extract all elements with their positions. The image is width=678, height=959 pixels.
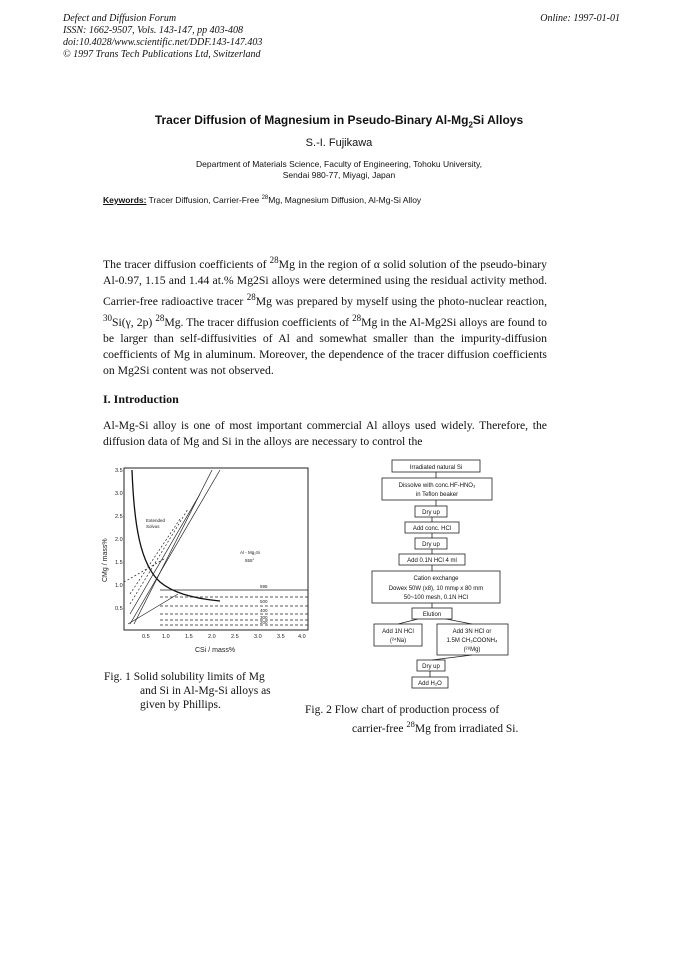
flow-step-add-hcl-4ml: Add 0.1N HCl 4 ml [407,558,457,564]
flow-step-cation-exchange: Cation exchange [413,576,459,582]
svg-text:1.5: 1.5 [185,634,193,640]
svg-text:Solvus: Solvus [146,524,160,529]
keywords-label: Keywords: [103,195,147,205]
svg-text:3.0: 3.0 [254,634,262,640]
svg-text:555°: 555° [245,558,255,563]
flow-step-elution: Elution [422,612,442,618]
svg-text:Extended: Extended [146,518,166,523]
flow-step-dry-up-2: Dry up [422,542,440,548]
svg-text:2.5: 2.5 [115,514,123,520]
abstract: The tracer diffusion coefficients of $^{28}$Mg in the region of α solid solution of the pseudo-binary Al-0.97, 1.15 and 1.44 at.% Mg2Si alloys were determined using the residual activity method. Carrier-free radioactive tracer $^{28}$Mg was prepared by myself using the photo-nuclear reaction, $^{30}$Si(γ, 2p) $^{28}$Mg. The tracer diffusion coefficients of $^{28}$Mg in the Al-Mg2Si alloys are found to be larger than self-diffusivities of Al and somewhat smaller than the impurity-diffusion coefficients of Mg in aluminum. Moreover, the dependence of the tracer diffusion coefficients on Mg2Si content was not observed. [103,255,548,377]
figure1-phase-label: Al - Mg₂Si [240,550,260,555]
flow-step-dry-up-3: Dry up [422,664,440,670]
flow-step-dry-up: Dry up [422,510,440,516]
copyright-line: © 1997 Trans Tech Publications Ltd, Switzerland [63,49,261,60]
svg-text:3.0: 3.0 [115,491,123,497]
svg-text:1.0: 1.0 [115,583,123,589]
figure1-y-label: CMg / mass% [102,538,109,582]
figure1-x-ticks [142,634,306,640]
svg-text:2.0: 2.0 [115,537,123,543]
issn-line: ISSN: 1662-9507, Vols. 143-147, pp 403-408 [63,25,243,36]
svg-text:595: 595 [260,584,268,589]
figure1-caption: Fig. 1 Solid solubility limits of Mg and Si in Al-Mg-Si alloys as given by Phillips. [104,671,271,711]
svg-text:1.5M CH₃COONH₄: 1.5M CH₃COONH₄ [446,638,498,644]
flow-step-add-3n-hcl: Add 3N HCl or [452,629,492,635]
svg-text:300: 300 [260,615,268,620]
online-date: Online: 1997-01-01 [540,13,620,24]
svg-text:3.5: 3.5 [277,634,285,640]
svg-text:2.0: 2.0 [208,634,216,640]
svg-text:1.5: 1.5 [115,560,123,566]
figure2-flow-chart [368,456,528,696]
svg-text:1.0: 1.0 [162,634,170,640]
affiliation: Department of Materials Science, Faculty of Engineering, Tohoku University, Sendai 980-77, Miyagi, Japan [196,159,482,180]
figure1-phase-diagram [100,464,312,664]
svg-text:4.0: 4.0 [298,634,306,640]
svg-text:0.5: 0.5 [115,606,123,612]
svg-text:0.5: 0.5 [142,634,150,640]
svg-text:3.5: 3.5 [115,468,123,474]
figure2-caption: Fig. 2 Flow chart of production process of carrier-free $^{28}$Mg from irradiated Si. [305,704,519,735]
figure1-x-label: CSi / mass% [195,647,236,654]
svg-text:in Teflon beaker: in Teflon beaker [415,492,459,498]
journal-header [63,13,262,61]
svg-text:2.5: 2.5 [231,634,239,640]
paper-title: Tracer Diffusion of Magnesium in Pseudo-Binary $Al-Mg_2Si$ Alloys [154,113,524,130]
figure1-y-ticks [115,468,123,612]
section-heading: I. Introduction [103,392,179,406]
flow-step-dissolve: Dissolve with conc.HF-HNO₃ [398,483,476,489]
intro-paragraph: Al-Mg-Si alloy is one of most important commercial Al alloys used widely. Therefore, the diffusion data of Mg and Si in the alloys are necessary to control the [103,419,547,448]
keywords: Keywords: Tracer Diffusion, Carrier-Free $^{28}$Mg, Magnesium Diffusion, Al-Mg-Si Alloy [103,195,422,205]
svg-text:Dowex 50W (x8), 10 mmφ x 80 mm: Dowex 50W (x8), 10 mmφ x 80 mm [388,586,484,592]
flow-step-add-water: Add H₂O [418,681,442,687]
flow-step-irradiated: Irradiated natural Si [409,465,463,471]
svg-text:(²⁴Na): (²⁴Na) [389,638,407,644]
author: S.-I. Fujikawa [305,137,373,149]
journal-name: Defect and Diffusion Forum [63,13,177,24]
svg-text:50~100 mesh, 0.1N HCl: 50~100 mesh, 0.1N HCl [403,595,469,601]
doi-line: doi:10.4028/www.scientific.net/DDF.143-147.403 [63,37,263,48]
flow-step-add-1n-hcl: Add 1N HCl [382,629,414,635]
svg-text:500: 500 [260,599,268,604]
svg-text:(²⁸Mg): (²⁸Mg) [463,647,481,653]
flow-step-add-hcl: Add conc. HCl [412,526,452,532]
svg-text:200: 200 [260,620,268,625]
svg-text:400: 400 [260,608,268,613]
